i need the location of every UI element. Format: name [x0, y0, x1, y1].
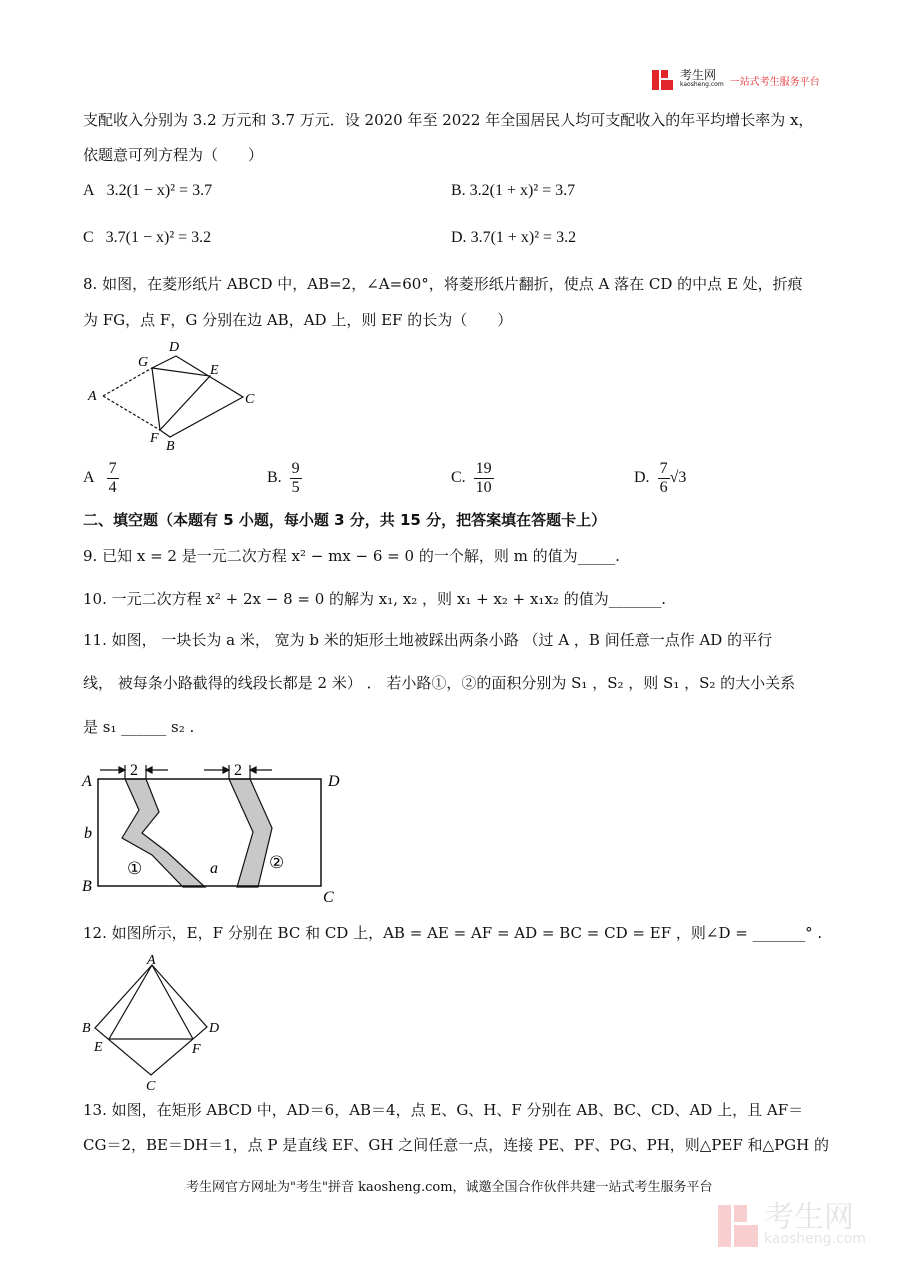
q8-label-f: F [150, 431, 159, 446]
q11-label-c: C [323, 889, 334, 906]
q11-width-1: 2 [130, 762, 138, 779]
q11-label-a: A [82, 773, 92, 790]
q11-label-b: B [82, 878, 92, 895]
q7-line1: 支配收入分别为 3.2 万元和 3.7 万元．设 2020 年至 2022 年全国居民人均可支配收入的年平均增长率为 x， [83, 111, 814, 129]
q12-label-e: E [94, 1040, 103, 1055]
q11-line1: 11. 如图， 一块长为 a 米， 宽为 b 米的矩形土地被踩出两条小路 （过 A ，B 间任意一点作 AD 的平行 [83, 631, 773, 649]
q8-label-g: G [138, 355, 149, 370]
q13-line1: 13. 如图，在矩形 ABCD 中，AD＝6，AB＝4，点 E、G、H、F 分别在 AB、BC、CD、AD 上，且 AF＝ [83, 1101, 804, 1119]
q11-width-2: 2 [234, 762, 242, 779]
logo-domain: kaosheng.com [680, 81, 724, 88]
watermark [718, 1200, 866, 1247]
path-2-label: ② [269, 853, 285, 872]
path-1-label: ① [127, 859, 143, 878]
q12-label-a: A [147, 953, 156, 968]
q7-option-d: D. 3.7(1 + x)² = 3.2 [451, 229, 577, 246]
q12-label-b: B [82, 1021, 91, 1036]
q8-option-d: D. $\frac{7}{6}$ √3 [634, 460, 687, 496]
q12-label-c: C [146, 1079, 156, 1094]
q7-option-a: A 3.2(1 − x)² = 3.7 [83, 182, 213, 199]
q12-text: 12. 如图所示，E，F 分别在 BC 和 CD 上，AB = AE = AF = AD = BC = CD = EF ，则∠D = _______° . [83, 924, 823, 942]
q8-label-e: E [210, 363, 219, 378]
q8-option-a: A $\frac{7}{4}$ [83, 460, 117, 496]
watermark-logo-icon [718, 1205, 758, 1247]
q8-label-a: A [88, 389, 97, 404]
q8-option-b: B. $\frac{9}{5}$ [267, 460, 300, 496]
q13-line2: CG＝2，BE＝DH＝1，点 P 是直线 EF、GH 之间任意一点，连接 PE、PF、PG、PH，则△PEF 和△PGH 的 [83, 1136, 829, 1154]
q9-text: 9. 已知 x = 2 是一元二次方程 x² − mx − 6 = 0 的一个解，则 m 的值为_____. [83, 547, 620, 565]
q8-line1: 8. 如图，在菱形纸片 ABCD 中，AB=2，∠A=60°，将菱形纸片翻折，使点 A 落在 CD 的中点 E 处，折痕 [83, 275, 803, 293]
q12-label-d: D [209, 1021, 220, 1036]
watermark-domain: kaosheng.com [764, 1231, 866, 1247]
q7-line2: 依题意可列方程为（ ） [83, 146, 264, 164]
q8-label-c: C [245, 392, 255, 407]
q11-line3: 是 s₁ ______ s₂ . [83, 718, 195, 736]
q12-label-f: F [192, 1042, 201, 1057]
logo-text: 考生网 [680, 68, 717, 82]
q11-label-a-side: a [210, 860, 218, 877]
q7-option-c: C 3.7(1 − x)² = 3.2 [83, 229, 212, 246]
q10-text: 10. 一元二次方程 x² + 2x − 8 = 0 的解为 x₁, x₂ ，则 x₁ + x₂ + x₁x₂ 的值为_______. [83, 590, 666, 608]
header-logo [652, 70, 820, 90]
q8-line2: 为 FG，点 F，G 分别在边 AB，AD 上，则 EF 的长为（ ） [83, 311, 513, 329]
kaosheng-logo-icon [652, 70, 674, 90]
q8-label-b: B [166, 439, 175, 454]
footer-text: 考生网官方网址为"考生"拼音 kaosheng.com，诚邀全国合作伙伴共建一站式考生服务平台 [186, 1180, 713, 1195]
q11-label-d: D [328, 773, 340, 790]
q11-line2: 线， 被每条小路截得的线段长都是 2 米） ． 若小路①，②的面积分别为 S₁ ，S₂ ，则 S₁ ，S₂ 的大小关系 [83, 674, 796, 692]
q11-label-b-side: b [84, 825, 92, 842]
watermark-text: 考生网 [764, 1200, 854, 1235]
q7-option-b: B. 3.2(1 + x)² = 3.7 [451, 182, 576, 199]
q8-option-c: C. $\frac{19}{10}$ [451, 460, 492, 496]
section-2-heading: 二、填空题（本题有 5 小题，每小题 3 分，共 15 分，把答案填在答题卡上） [83, 511, 607, 529]
header-slogan: 一站式考生服务平台 [729, 76, 820, 88]
q12-figure [0, 0, 260, 1100]
q8-label-d: D [169, 340, 180, 355]
